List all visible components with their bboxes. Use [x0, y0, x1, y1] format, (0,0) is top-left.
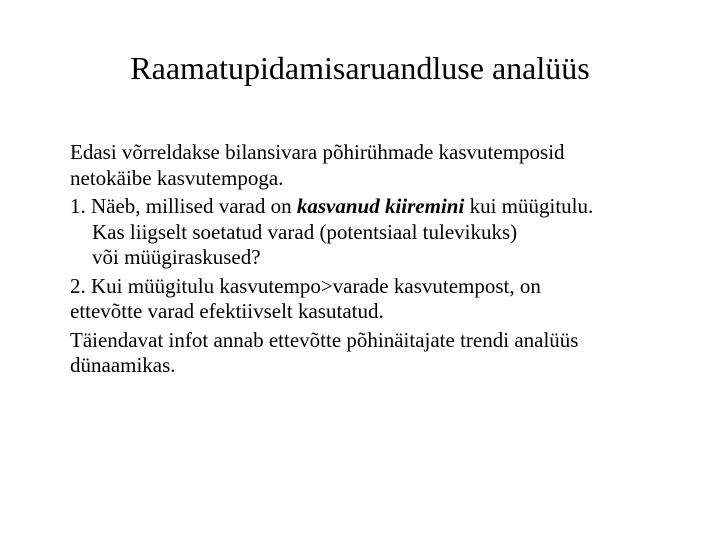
indented-text-line: või müügiraskused?: [92, 245, 261, 269]
text-line: Täiendavat infot annab ettevõtte põhinäitajate trendi analüüs: [70, 327, 579, 352]
text-line: netokäibe kasvutempoga.: [70, 165, 284, 190]
paragraph-comparison: [70, 140, 690, 191]
paragraph-point-2: [70, 274, 690, 325]
emphasized-text: kasvanud kiiremini: [296, 194, 465, 218]
indented-text-line: Kas liigselt soetatud varad (potentsiaal tulevikuks): [92, 219, 518, 244]
slide-body: [70, 140, 690, 382]
text-segment: 1. Näeb, millised varad on: [70, 194, 297, 218]
text-line: ettevõtte varad efektiivselt kasutatud.: [70, 299, 384, 323]
point-1-first-line: [70, 194, 690, 220]
paragraph-additional-info: [70, 328, 690, 379]
text-line: dünaamikas.: [70, 353, 176, 377]
paragraph-point-1: [70, 194, 690, 271]
text-line: Edasi võrreldakse bilansivara põhirühmade kasvutemposid: [70, 140, 565, 164]
text-segment: kui müügitulu.: [464, 194, 594, 218]
slide-title: Raamatupidamisaruandluse analüüs: [130, 50, 590, 86]
text-line: 2. Kui müügitulu kasvutempo>varade kasvutempost, on: [70, 273, 541, 298]
